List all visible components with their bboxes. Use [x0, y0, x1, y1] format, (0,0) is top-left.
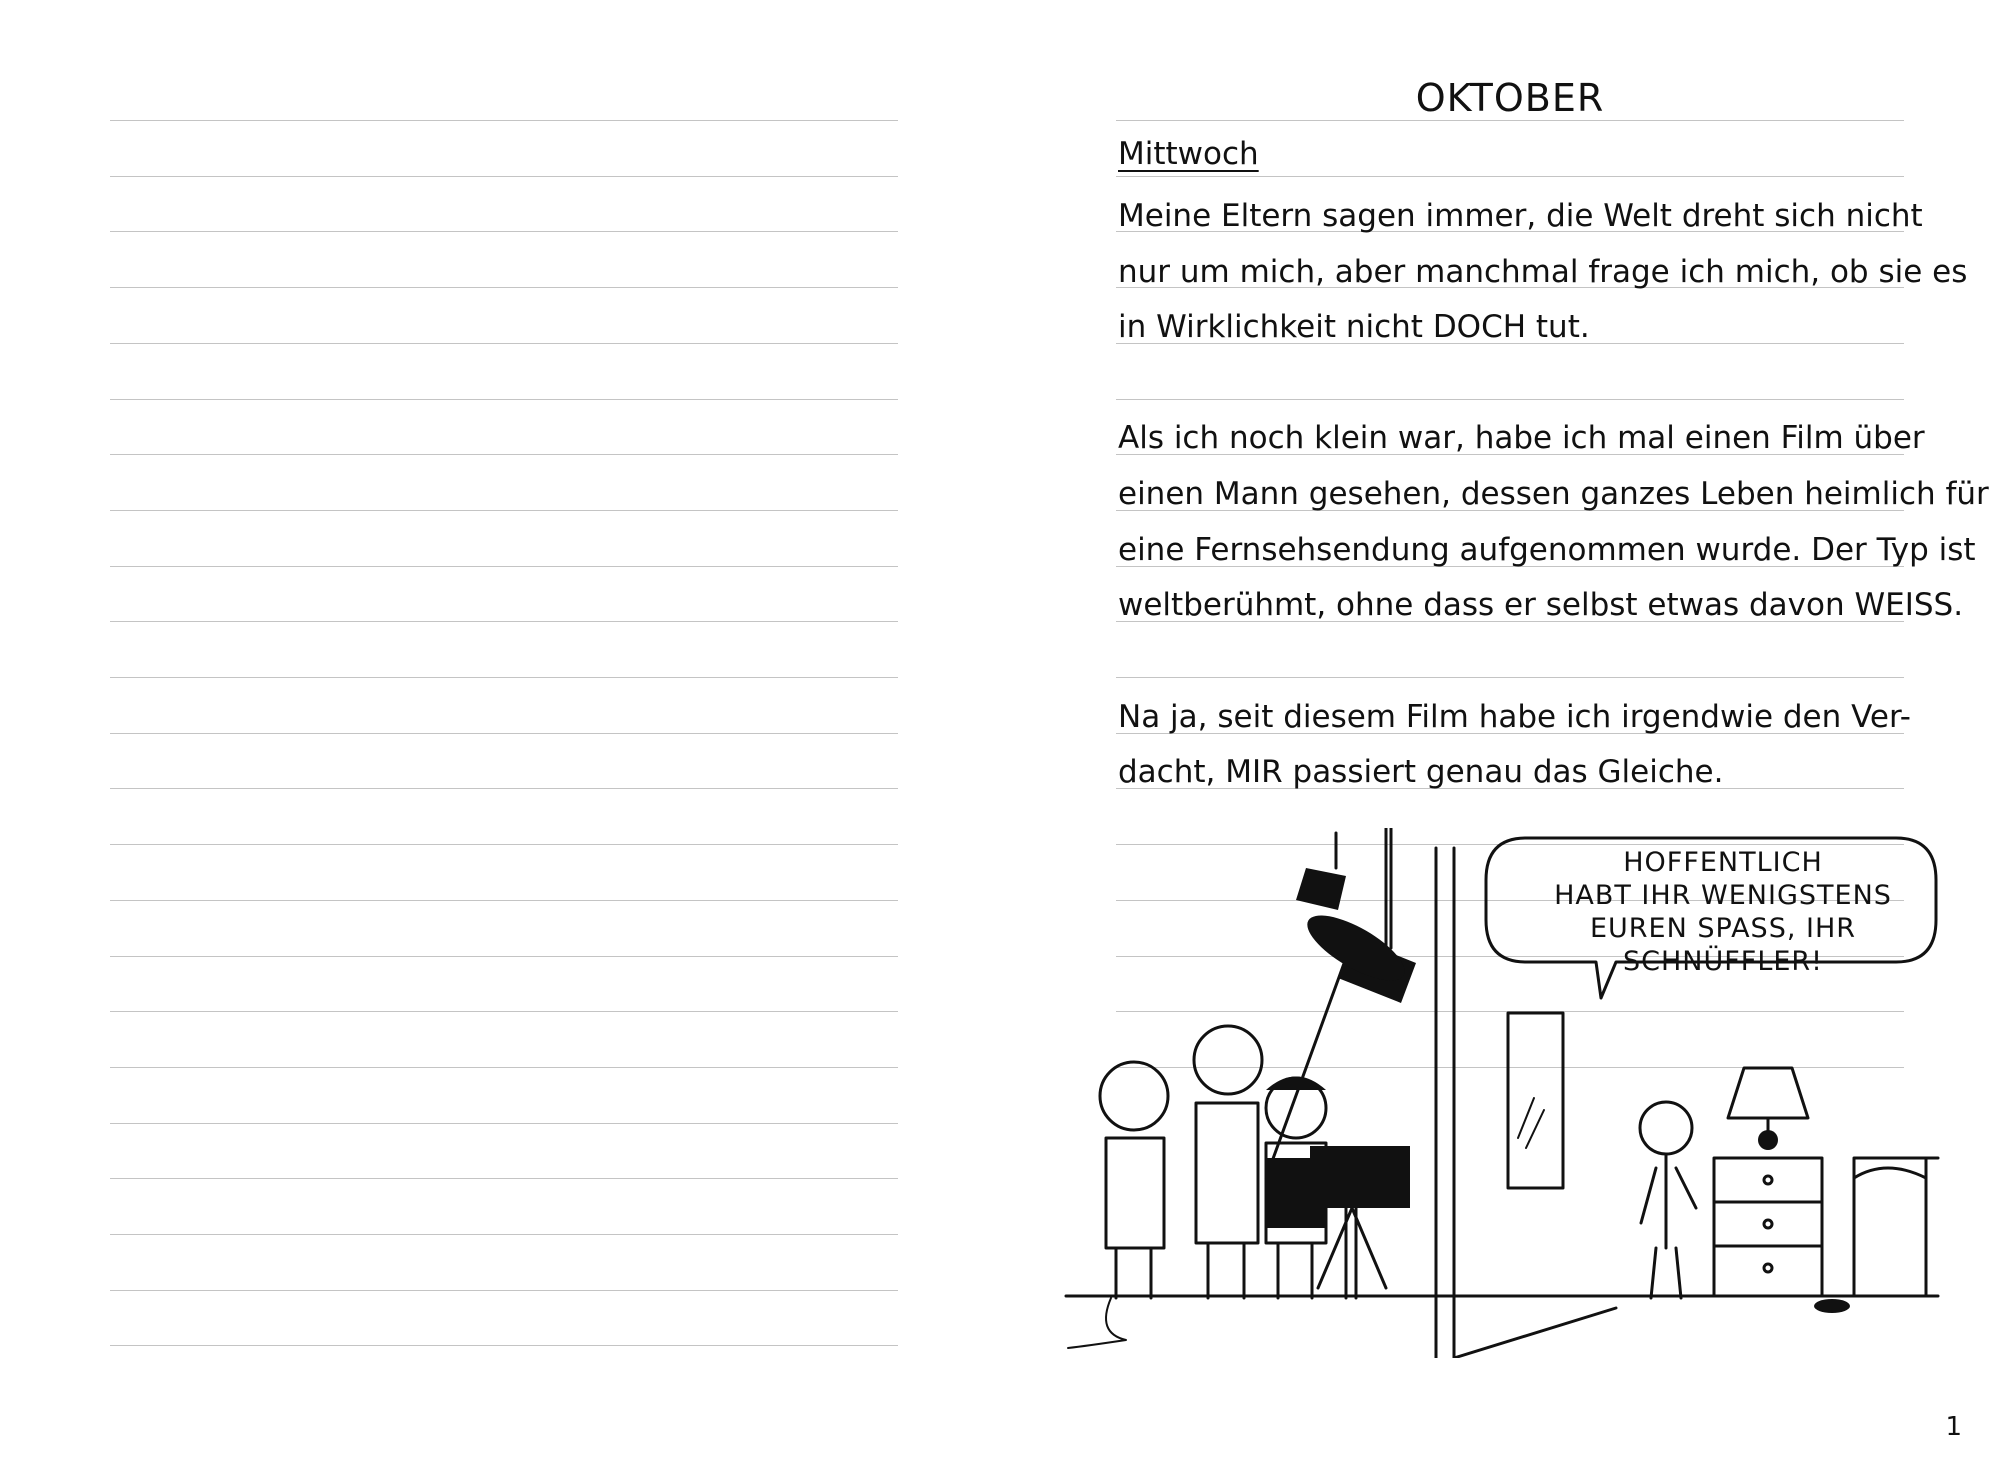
- ruled-line: [1116, 399, 1904, 400]
- ruled-line: [110, 510, 898, 511]
- studio-light-1: [1296, 868, 1346, 910]
- ruled-line: [110, 1234, 898, 1235]
- ruled-line: [110, 343, 898, 344]
- right-page: [1000, 0, 2000, 1464]
- speech-bubble-text: [1514, 846, 1932, 978]
- text-line: eine Fernsehsendung aufgenommen wurde. Der Typ ist: [1118, 532, 1976, 568]
- ruled-line: [110, 844, 898, 845]
- text-line: dacht, MIR passiert genau das Gleiche.: [1118, 754, 1724, 790]
- ruled-line: [110, 788, 898, 789]
- ruled-line: [1116, 677, 1904, 678]
- ruled-line: [110, 287, 898, 288]
- ruled-line: [110, 956, 898, 957]
- speech-line: HABT IHR WENIGSTENS: [1554, 880, 1892, 911]
- ruled-line: [110, 566, 898, 567]
- crew-head-2: [1194, 1026, 1262, 1094]
- speech-line: EUREN SPASS, IHR: [1589, 913, 1857, 944]
- ruled-line: [1116, 120, 1904, 121]
- speech-line: HOFFENTLICH: [1623, 847, 1823, 878]
- bed: [1854, 1158, 1926, 1296]
- ruled-line: [110, 1067, 898, 1068]
- ruled-line: [110, 1345, 898, 1346]
- ruled-line: [110, 900, 898, 901]
- ruled-line: [110, 733, 898, 734]
- boy-head: [1640, 1102, 1692, 1154]
- text-line: einen Mann gesehen, dessen ganzes Leben heimlich für: [1118, 476, 1989, 512]
- text-line: Na ja, seit diesem Film habe ich irgendwie den Ver-: [1118, 699, 1911, 735]
- comic-illustration: [1056, 828, 1948, 1358]
- door-edge: [1454, 1308, 1616, 1358]
- text-line: Meine Eltern sagen immer, die Welt dreht sich nicht: [1118, 198, 1923, 234]
- page-number: 1: [1945, 1412, 1962, 1442]
- text-line: in Wirklichkeit nicht DOCH tut.: [1118, 309, 1590, 345]
- mirror: [1508, 1013, 1563, 1188]
- ruled-line: [110, 454, 898, 455]
- ruled-line: [110, 1011, 898, 1012]
- text-line: nur um mich, aber manchmal frage ich mich, ob sie es: [1118, 254, 1968, 290]
- ruled-line: [110, 231, 898, 232]
- ruled-line: [110, 1178, 898, 1179]
- speech-line: SCHNÜFFLER!: [1623, 946, 1823, 977]
- lamp-shade: [1728, 1068, 1808, 1118]
- page-heading: OKTOBER: [1415, 76, 1605, 120]
- crew-body-2: [1196, 1103, 1258, 1243]
- boom-pole: [1266, 958, 1346, 1178]
- ruled-line: [110, 1290, 898, 1291]
- day-label: Mittwoch: [1118, 136, 1259, 172]
- text-line: weltberühmt, ohne dass er selbst etwas davon WEISS.: [1118, 587, 1964, 623]
- crew-body-1: [1106, 1138, 1164, 1248]
- ruled-line: [110, 621, 898, 622]
- crew-head-1: [1100, 1062, 1168, 1130]
- ruled-line: [110, 399, 898, 400]
- ruled-line: [110, 677, 898, 678]
- ruled-line: [1116, 176, 1904, 177]
- text-line: Als ich noch klein war, habe ich mal einen Film über: [1118, 420, 1925, 456]
- ruled-line: [110, 1123, 898, 1124]
- ruled-line: [110, 176, 898, 177]
- ruled-line: [110, 120, 898, 121]
